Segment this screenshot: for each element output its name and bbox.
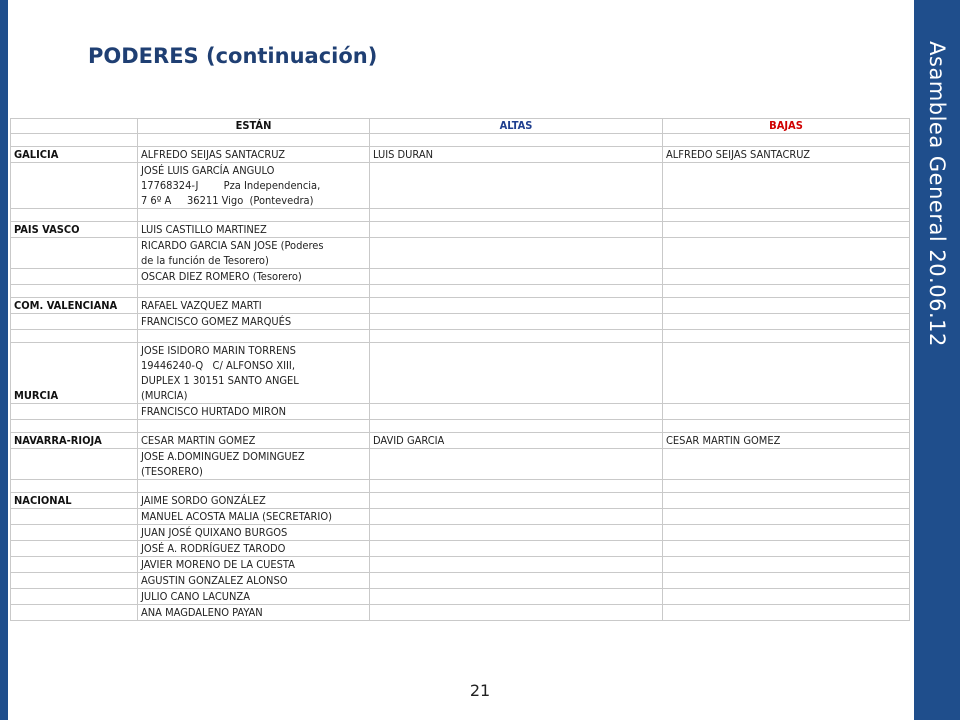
bajas-cell	[663, 163, 910, 209]
powers-table	[10, 118, 910, 621]
altas-cell	[370, 134, 663, 147]
bajas-cell	[663, 605, 910, 621]
page-number: 21	[469, 681, 491, 700]
altas-cell	[370, 449, 663, 480]
table-row	[11, 573, 910, 589]
altas-cell: DAVID GARCIA	[370, 433, 663, 449]
bajas-cell	[663, 557, 910, 573]
sidebar-title: Asamblea General 20.06.12	[925, 41, 949, 347]
bajas-cell	[663, 343, 910, 404]
altas-cell	[370, 314, 663, 330]
table-row	[11, 493, 910, 509]
bajas-cell	[663, 449, 910, 480]
bajas-cell	[663, 330, 910, 343]
bajas-cell	[663, 420, 910, 433]
table-row	[11, 525, 910, 541]
region-cell	[11, 238, 138, 269]
estan-cell: JAVIER MORENO DE LA CUESTA	[138, 557, 370, 573]
altas-cell	[370, 404, 663, 420]
region-cell	[11, 404, 138, 420]
region-cell: GALICIA	[11, 147, 138, 163]
estan-cell: ANA MAGDALENO PAYAN	[138, 605, 370, 621]
altas-cell	[370, 238, 663, 269]
bajas-cell: ALFREDO SEIJAS SANTACRUZ	[663, 147, 910, 163]
altas-cell	[370, 573, 663, 589]
region-cell	[11, 480, 138, 493]
region-cell	[11, 605, 138, 621]
bajas-cell	[663, 541, 910, 557]
region-cell	[11, 509, 138, 525]
estan-cell: JOSÉ A. RODRÍGUEZ TARODO	[138, 541, 370, 557]
altas-cell	[370, 605, 663, 621]
table-row	[11, 269, 910, 285]
altas-cell	[370, 209, 663, 222]
estan-cell	[138, 285, 370, 298]
region-cell	[11, 285, 138, 298]
region-cell	[11, 314, 138, 330]
region-cell	[11, 209, 138, 222]
table-row	[11, 449, 910, 480]
bajas-cell	[663, 222, 910, 238]
altas-cell	[370, 493, 663, 509]
altas-cell	[370, 557, 663, 573]
altas-cell	[370, 480, 663, 493]
region-cell: NAVARRA-RIOJA	[11, 433, 138, 449]
estan-cell: JUAN JOSÉ QUIXANO BURGOS	[138, 525, 370, 541]
altas-cell	[370, 420, 663, 433]
table-row	[11, 163, 910, 209]
region-cell	[11, 420, 138, 433]
table-row	[11, 298, 910, 314]
region-cell	[11, 573, 138, 589]
estan-cell: AGUSTIN GONZALEZ ALONSO	[138, 573, 370, 589]
table-row	[11, 222, 910, 238]
bajas-cell	[663, 314, 910, 330]
bajas-cell	[663, 285, 910, 298]
estan-cell: JAIME SORDO GONZÁLEZ	[138, 493, 370, 509]
header-altas: ALTAS	[370, 119, 663, 134]
region-cell	[11, 134, 138, 147]
bajas-cell	[663, 269, 910, 285]
table-row	[11, 589, 910, 605]
powers-table-body	[11, 119, 910, 621]
altas-cell	[370, 269, 663, 285]
region-cell: MURCIA	[11, 343, 138, 404]
altas-cell	[370, 509, 663, 525]
estan-cell: JULIO CANO LACUNZA	[138, 589, 370, 605]
estan-cell: FRANCISCO HURTADO MIRON	[138, 404, 370, 420]
altas-cell	[370, 343, 663, 404]
table-row	[11, 480, 910, 493]
altas-cell	[370, 541, 663, 557]
estan-cell: RAFAEL VAZQUEZ MARTI	[138, 298, 370, 314]
table-row	[11, 147, 910, 163]
estan-cell: JOSE ISIDORO MARIN TORRENS 19446240-Q C/ ALFONSO XIII, DUPLEX 1 30151 SANTO ANGEL (MURCIA)	[138, 343, 370, 404]
estan-cell: MANUEL ACOSTA MALIA (SECRETARIO)	[138, 509, 370, 525]
bajas-cell	[663, 134, 910, 147]
altas-cell	[370, 589, 663, 605]
altas-cell	[370, 298, 663, 314]
estan-cell: OSCAR DIEZ ROMERO (Tesorero)	[138, 269, 370, 285]
header-estan: ESTÁN	[138, 119, 370, 134]
table-row	[11, 420, 910, 433]
estan-cell: ALFREDO SEIJAS SANTACRUZ	[138, 147, 370, 163]
table-row	[11, 433, 910, 449]
region-cell	[11, 269, 138, 285]
table-row	[11, 209, 910, 222]
region-cell: PAIS VASCO	[11, 222, 138, 238]
left-accent-bar	[0, 0, 8, 720]
altas-cell: LUIS DURAN	[370, 147, 663, 163]
table-row	[11, 404, 910, 420]
table-row	[11, 541, 910, 557]
bajas-cell	[663, 573, 910, 589]
estan-cell: JOSÉ LUIS GARCÍA ANGULO 17768324-J Pza Independencia, 7 6º A 36211 Vigo (Pontevedra)	[138, 163, 370, 209]
region-cell	[11, 163, 138, 209]
region-cell: NACIONAL	[11, 493, 138, 509]
table-row	[11, 314, 910, 330]
bajas-cell	[663, 525, 910, 541]
bajas-cell	[663, 509, 910, 525]
estan-cell: JOSE A.DOMINGUEZ DOMINGUEZ (TESORERO)	[138, 449, 370, 480]
header-region-cell	[11, 119, 138, 134]
estan-cell: LUIS CASTILLO MARTINEZ	[138, 222, 370, 238]
altas-cell	[370, 525, 663, 541]
region-cell	[11, 525, 138, 541]
table-row	[11, 509, 910, 525]
region-cell	[11, 449, 138, 480]
table-row	[11, 238, 910, 269]
estan-cell	[138, 209, 370, 222]
region-cell	[11, 330, 138, 343]
bajas-cell: CESAR MARTIN GOMEZ	[663, 433, 910, 449]
estan-cell: FRANCISCO GOMEZ MARQUÉS	[138, 314, 370, 330]
estan-cell: RICARDO GARCIA SAN JOSE (Poderes de la función de Tesorero)	[138, 238, 370, 269]
bajas-cell	[663, 480, 910, 493]
table-row	[11, 557, 910, 573]
region-cell	[11, 589, 138, 605]
bajas-cell	[663, 493, 910, 509]
altas-cell	[370, 222, 663, 238]
estan-cell	[138, 134, 370, 147]
table-row	[11, 343, 910, 404]
region-cell: COM. VALENCIANA	[11, 298, 138, 314]
altas-cell	[370, 285, 663, 298]
bajas-cell	[663, 298, 910, 314]
estan-cell	[138, 330, 370, 343]
header-bajas: BAJAS	[663, 119, 910, 134]
estan-cell: CESAR MARTIN GOMEZ	[138, 433, 370, 449]
table-row	[11, 330, 910, 343]
altas-cell	[370, 330, 663, 343]
table-header-row	[11, 119, 910, 134]
bajas-cell	[663, 209, 910, 222]
bajas-cell	[663, 589, 910, 605]
region-cell	[11, 557, 138, 573]
table-row	[11, 134, 910, 147]
bajas-cell	[663, 404, 910, 420]
bajas-cell	[663, 238, 910, 269]
table-row	[11, 285, 910, 298]
estan-cell	[138, 420, 370, 433]
page-title: PODERES (continuación)	[88, 44, 378, 68]
estan-cell	[138, 480, 370, 493]
region-cell	[11, 541, 138, 557]
table-row	[11, 605, 910, 621]
altas-cell	[370, 163, 663, 209]
